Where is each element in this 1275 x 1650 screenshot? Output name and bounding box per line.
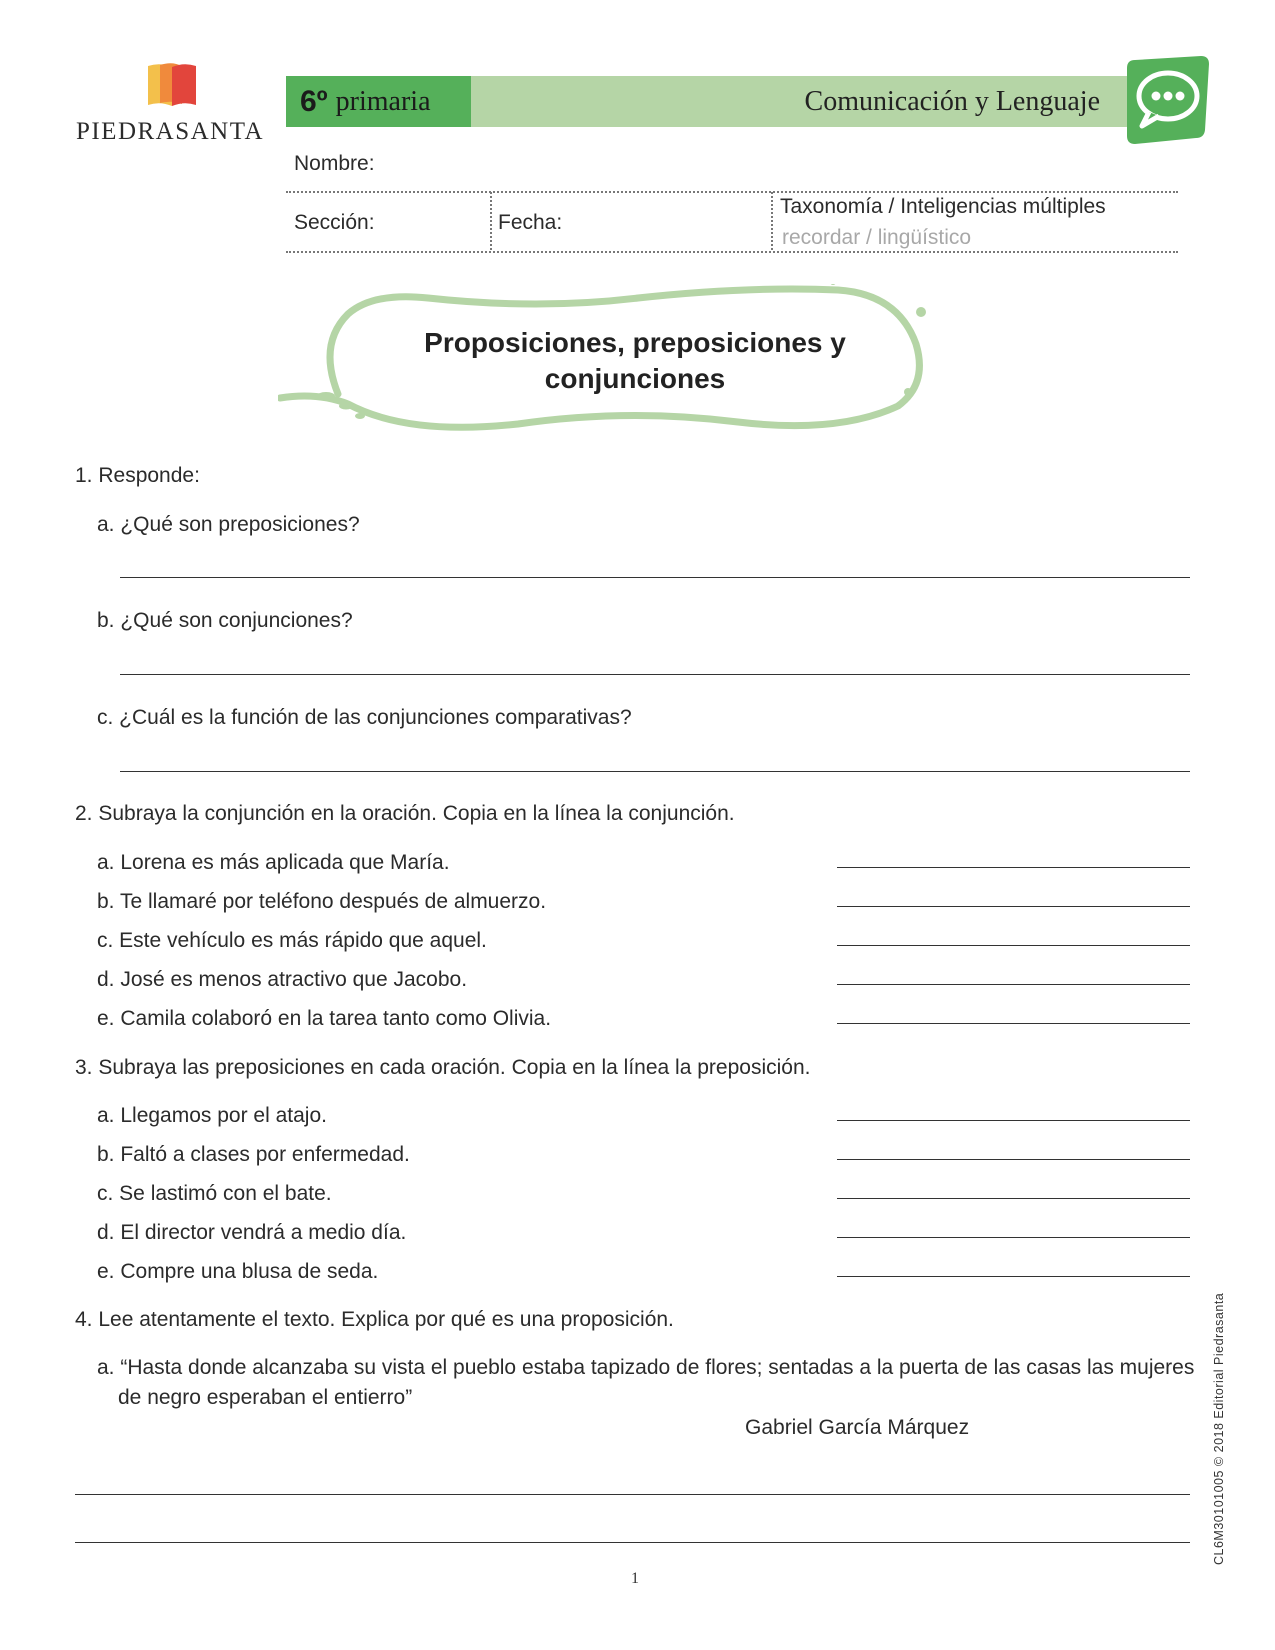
question-2-heading: 2. Subraya la conjunción en la oración. Copia en la línea la conjunción. bbox=[75, 802, 735, 825]
answer-line-2c[interactable] bbox=[837, 945, 1190, 946]
question-1a: a. ¿Qué son preposiciones? bbox=[97, 513, 360, 536]
question-2b: b. Te llamaré por teléfono después de almuerzo. bbox=[97, 890, 547, 913]
answer-line-4b[interactable] bbox=[75, 1542, 1190, 1543]
answer-line-3d[interactable] bbox=[837, 1237, 1190, 1238]
question-1-heading: 1. Responde: bbox=[75, 464, 200, 487]
question-2a: a. Lorena es más aplicada que María. bbox=[97, 851, 450, 874]
answer-line-3a[interactable] bbox=[837, 1120, 1190, 1121]
quote-line-1: a. “Hasta donde alcanzaba su vista el pueblo estaba tapizado de flores; sentadas a la puerta de las casas las mujeres bbox=[97, 1356, 1195, 1379]
question-3e: e. Compre una blusa de seda. bbox=[97, 1260, 379, 1283]
book-logo-icon bbox=[146, 62, 198, 108]
question-3b: b. Faltó a clases por enfermedad. bbox=[97, 1143, 410, 1166]
answer-line-2b[interactable] bbox=[837, 906, 1190, 907]
question-1b: b. ¿Qué son conjunciones? bbox=[97, 609, 353, 632]
logo-text: PIEDRASANTA bbox=[75, 118, 265, 145]
grade-label bbox=[286, 76, 471, 127]
answer-line-3b[interactable] bbox=[837, 1159, 1190, 1160]
answer-line-4a[interactable] bbox=[75, 1494, 1190, 1495]
question-3a: a. Llegamos por el atajo. bbox=[97, 1104, 327, 1127]
worksheet-title bbox=[360, 325, 910, 397]
question-3-heading: 3. Subraya las preposiciones en cada oración. Copia en la línea la preposición. bbox=[75, 1056, 811, 1079]
grade-word: primaria bbox=[335, 85, 431, 117]
question-2d: d. José es menos atractivo que Jacobo. bbox=[97, 968, 468, 991]
taxonomia-value: recordar / lingüístico bbox=[782, 226, 972, 249]
question-2e: e. Camila colaboró en la tarea tanto como Olivia. bbox=[97, 1007, 552, 1030]
divider-dotted bbox=[286, 191, 1178, 193]
divider-dotted bbox=[490, 192, 492, 250]
subject-title: Comunicación y Lenguaje bbox=[804, 86, 1100, 117]
question-3c: c. Se lastimó con el bate. bbox=[97, 1182, 332, 1205]
seccion-label: Sección: bbox=[294, 211, 375, 234]
answer-line-2e[interactable] bbox=[837, 1023, 1190, 1024]
copyright-notice: CL6M30101005 © 2018 Editorial Piedrasanta bbox=[1212, 1292, 1226, 1565]
divider-dotted bbox=[771, 192, 773, 250]
nombre-label: Nombre: bbox=[294, 152, 375, 175]
answer-line-3c[interactable] bbox=[837, 1198, 1190, 1199]
divider-dotted bbox=[286, 251, 1178, 253]
page-number: 1 bbox=[631, 1570, 639, 1587]
question-2c: c. Este vehículo es más rápido que aquel. bbox=[97, 929, 487, 952]
quote-author: Gabriel García Márquez bbox=[745, 1416, 970, 1439]
question-4-heading: 4. Lee atentamente el texto. Explica por qué es una proposición. bbox=[75, 1308, 674, 1331]
question-3d: d. El director vendrá a medio día. bbox=[97, 1221, 407, 1244]
answer-line-2a[interactable] bbox=[837, 867, 1190, 868]
answer-line-1c[interactable] bbox=[120, 771, 1190, 772]
answer-line-1b[interactable] bbox=[120, 674, 1190, 675]
answer-line-2d[interactable] bbox=[837, 984, 1190, 985]
grade-number: 6º bbox=[300, 84, 328, 118]
answer-line-1a[interactable] bbox=[120, 577, 1190, 578]
title-line-1: Proposiciones, preposiciones y bbox=[424, 327, 846, 358]
publisher-logo bbox=[70, 62, 270, 152]
quote-line-2: de negro esperaban el entierro” bbox=[118, 1386, 413, 1409]
answer-line-3e[interactable] bbox=[837, 1276, 1190, 1277]
title-line-2: conjunciones bbox=[544, 363, 726, 394]
taxonomia-label: Taxonomía / Inteligencias múltiples bbox=[780, 195, 1106, 218]
chat-bubble-icon bbox=[1125, 56, 1209, 144]
question-1c: c. ¿Cuál es la función de las conjunciones comparativas? bbox=[97, 706, 632, 729]
fecha-label: Fecha: bbox=[498, 211, 563, 234]
